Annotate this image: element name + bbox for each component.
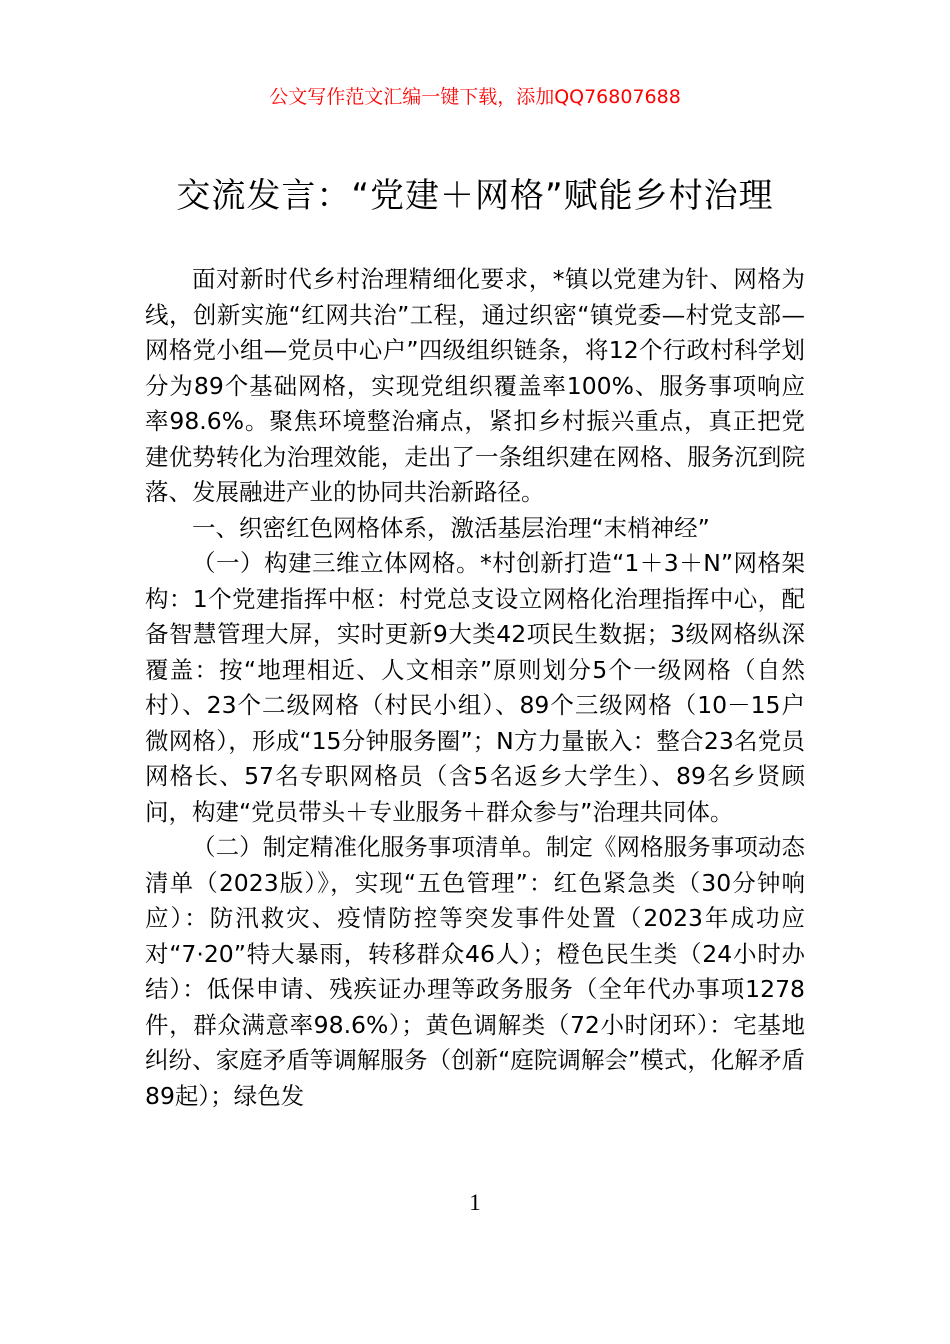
section-heading-1: 一、织密红色网格体系，激活基层治理“末梢神经” <box>192 513 710 542</box>
intro-paragraph: 面对新时代乡村治理精细化要求，*镇以党建为针、网格为线，创新实施“红网共治”工程，通过织密“镇党委—村党支部—网格党小组—党员中心户”四级组织链条，将12个行政村科学划分为89个基础网格，实现党组织覆盖率100%、服务事项响应率98.6%。聚焦环境整治痛点，紧扣乡村振兴重点，真正把党建优势转化为治理效能，走出了一条组织建在网格、服务沉到院落、发展融进产业的协同共治新路径。 <box>145 265 805 506</box>
download-notice: 公文写作范文汇编一键下载，添加QQ76807688 <box>269 86 681 108</box>
page-number: 1 <box>469 1190 481 1215</box>
document-body <box>145 262 805 1114</box>
subsection-paragraph-2: （二）制定精准化服务事项清单。制定《网格服务事项动态清单（2023版）》，实现“五色管理”：红色紧急类（30分钟响应）：防汛救灾、疫情防控等突发事件处置（2023年成功应对“7·20”特大暴雨，转移群众46人）；橙色民生类（24小时办结）：低保申请、残疾证办理等政务服务（全年代办事项1278件，群众满意率98.6%）；黄色调解类（72小时闭环）：宅基地纠纷、家庭矛盾等调解服务（创新“庭院调解会”模式，化解矛盾89起）；绿色发 <box>145 833 805 1110</box>
document-title: 交流发言：“党建＋网格”赋能乡村治理 <box>176 176 774 216</box>
subsection-paragraph-1: （一）构建三维立体网格。*村创新打造“1＋3＋N”网格架构：1个党建指挥中枢：村党总支设立网格化治理指挥中心，配备智慧管理大屏，实时更新9大类42项民生数据；3级网格纵深覆盖：按“地理相近、人文相亲”原则划分5个一级网格（自然村）、23个二级网格（村民小组）、89个三级网格（10－15户微网格），形成“15分钟服务圈”；N方力量嵌入：整合23名党员网格长、57名专职网格员（含5名返乡大学生）、89名乡贤顾问，构建“党员带头＋专业服务＋群众参与”治理共同体。 <box>145 549 805 826</box>
